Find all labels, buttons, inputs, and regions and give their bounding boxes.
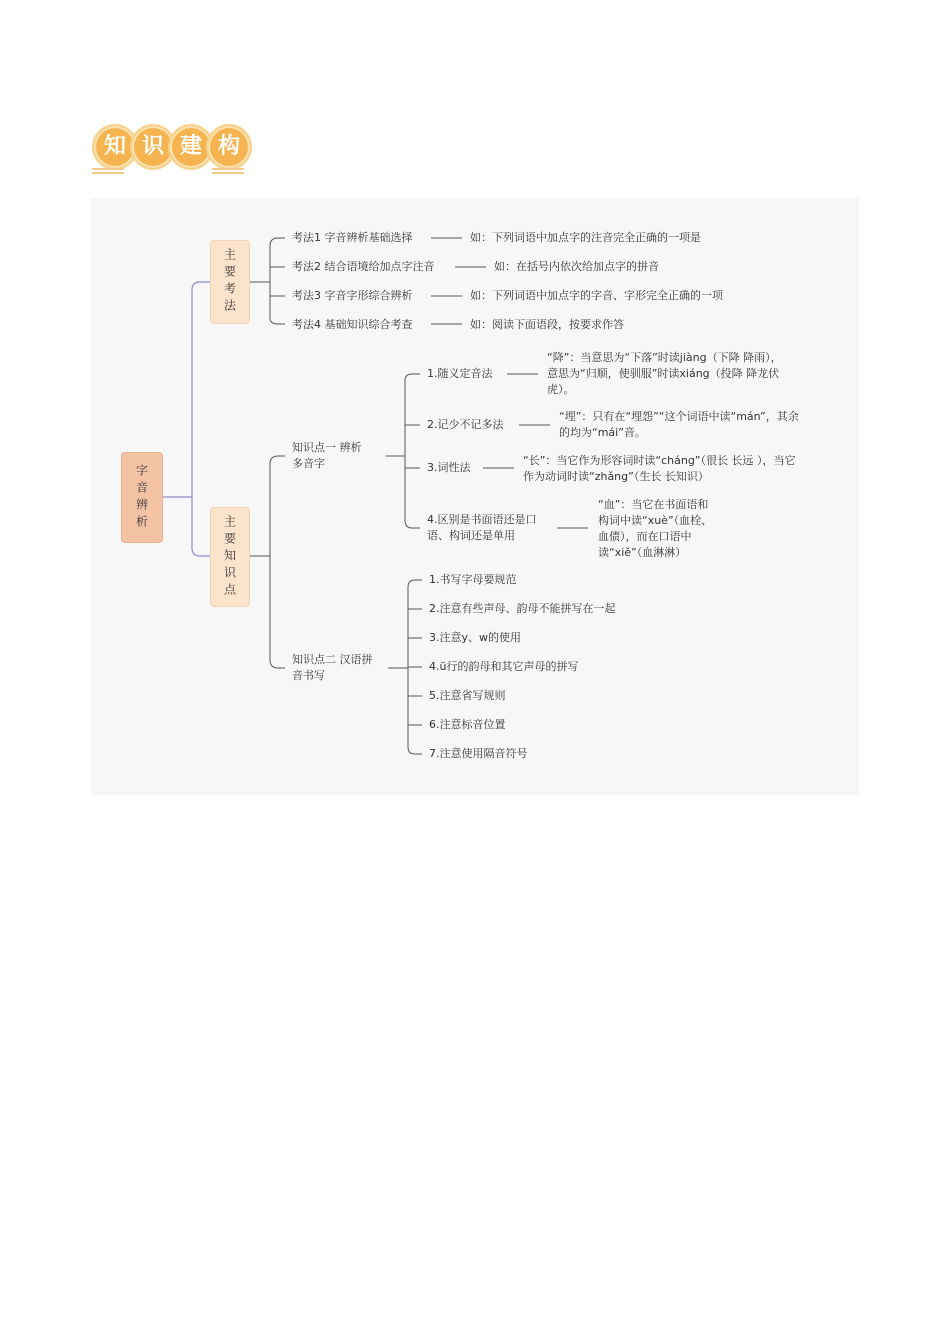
root-node: 字音辨析 [121, 452, 163, 543]
kp1-item-4-label [427, 512, 537, 544]
kp2-connector [388, 580, 422, 754]
kp1-item-3-label: 3.词性法 [427, 461, 471, 474]
kp2-label-line: 音书写 [292, 669, 325, 682]
detail-line: 读“xiě”（血淋淋） [598, 546, 687, 559]
label-line: 4.区别是书面语还是口 [427, 513, 537, 526]
method-2-label: 考法2 结合语境给加点字注音 [292, 260, 435, 273]
label-line: 语、构词还是单用 [427, 529, 515, 542]
branch1-connector [248, 238, 285, 324]
kp2-item-3: 3.注意y、w的使用 [429, 631, 522, 644]
kp1-item-2-label: 2.记少不记多法 [427, 418, 504, 431]
kp1-item-2-detail [559, 409, 799, 441]
kp1-label-line: 多音字 [292, 457, 325, 470]
method-4-detail: 如：阅读下面语段，按要求作答 [470, 318, 624, 331]
branch-node-methods: 主要考法 [210, 240, 250, 324]
kp1-connector [386, 374, 420, 528]
detail-line: 的均为“mái”音。 [559, 426, 646, 439]
kp2-item-7: 7.注意使用隔音符号 [429, 747, 528, 760]
method-3-detail: 如：下列词语中加点字的字音、字形完全正确的一项 [470, 289, 723, 302]
kp1-item-3-detail [523, 453, 796, 485]
kp2-item-4: 4.ü行的韵母和其它声母的拼写 [429, 660, 579, 673]
method-3-label: 考法3 字音字形综合辨析 [292, 289, 413, 302]
detail-line: “长”：当它作为形容词时读“cháng”（很长 长远 ），当它 [523, 454, 796, 467]
detail-line: 血债），而在口语中 [598, 530, 692, 543]
method-1-detail: 如：下列词语中加点字的注音完全正确的一项是 [470, 231, 701, 244]
detail-line: 作为动词时读“zhǎng”（生长 长知识） [523, 470, 709, 483]
branch-node-knowledge: 主要知识点 [210, 507, 250, 607]
branch2-connector [248, 456, 285, 668]
kp1-item-4-detail [598, 497, 712, 561]
title-char-4: 构 [206, 124, 252, 170]
method-1-label: 考法1 字音辨析基础选择 [292, 231, 413, 244]
method-4-label: 考法4 基础知识综合考查 [292, 318, 413, 331]
kp2-label-line: 知识点二 汉语拼 [292, 653, 373, 666]
detail-line: 意思为“归顺，使驯服”时读xiáng（投降 降龙伏 [547, 367, 780, 380]
title-char-2: 识 [130, 124, 176, 170]
kp1-item-1-label: 1.随义定音法 [427, 367, 493, 380]
detail-line: 构词中读“xuè”（血栓、 [598, 514, 713, 527]
kp1-label-line: 知识点一 辨析 [292, 441, 362, 454]
kp1-item-1-detail [547, 350, 782, 398]
title-char-1: 知 [92, 124, 138, 170]
kp1-label [292, 440, 362, 472]
detail-line: “埋”：只有在“埋怨”“这个词语中读“mán”，其余 [559, 410, 799, 423]
method-2-detail: 如：在括号内依次给加点字的拼音 [494, 260, 659, 273]
detail-line: “血”：当它在书面语和 [598, 498, 709, 511]
kp2-item-2: 2.注意有些声母、韵母不能拼写在一起 [429, 602, 616, 615]
detail-line: “降”：当意思为“下落”时读jiàng（下降 降雨）， [547, 351, 782, 364]
branch1-detail-dashes [431, 238, 486, 324]
kp2-item-5: 5.注意省写规则 [429, 689, 506, 702]
kp2-item-6: 6.注意标音位置 [429, 718, 506, 731]
kp2-item-1: 1.书写字母要规范 [429, 573, 517, 586]
title-char-3: 建 [168, 124, 214, 170]
root-connector [161, 282, 210, 556]
kp2-label [292, 652, 373, 684]
detail-line: 虎）。 [547, 383, 575, 396]
